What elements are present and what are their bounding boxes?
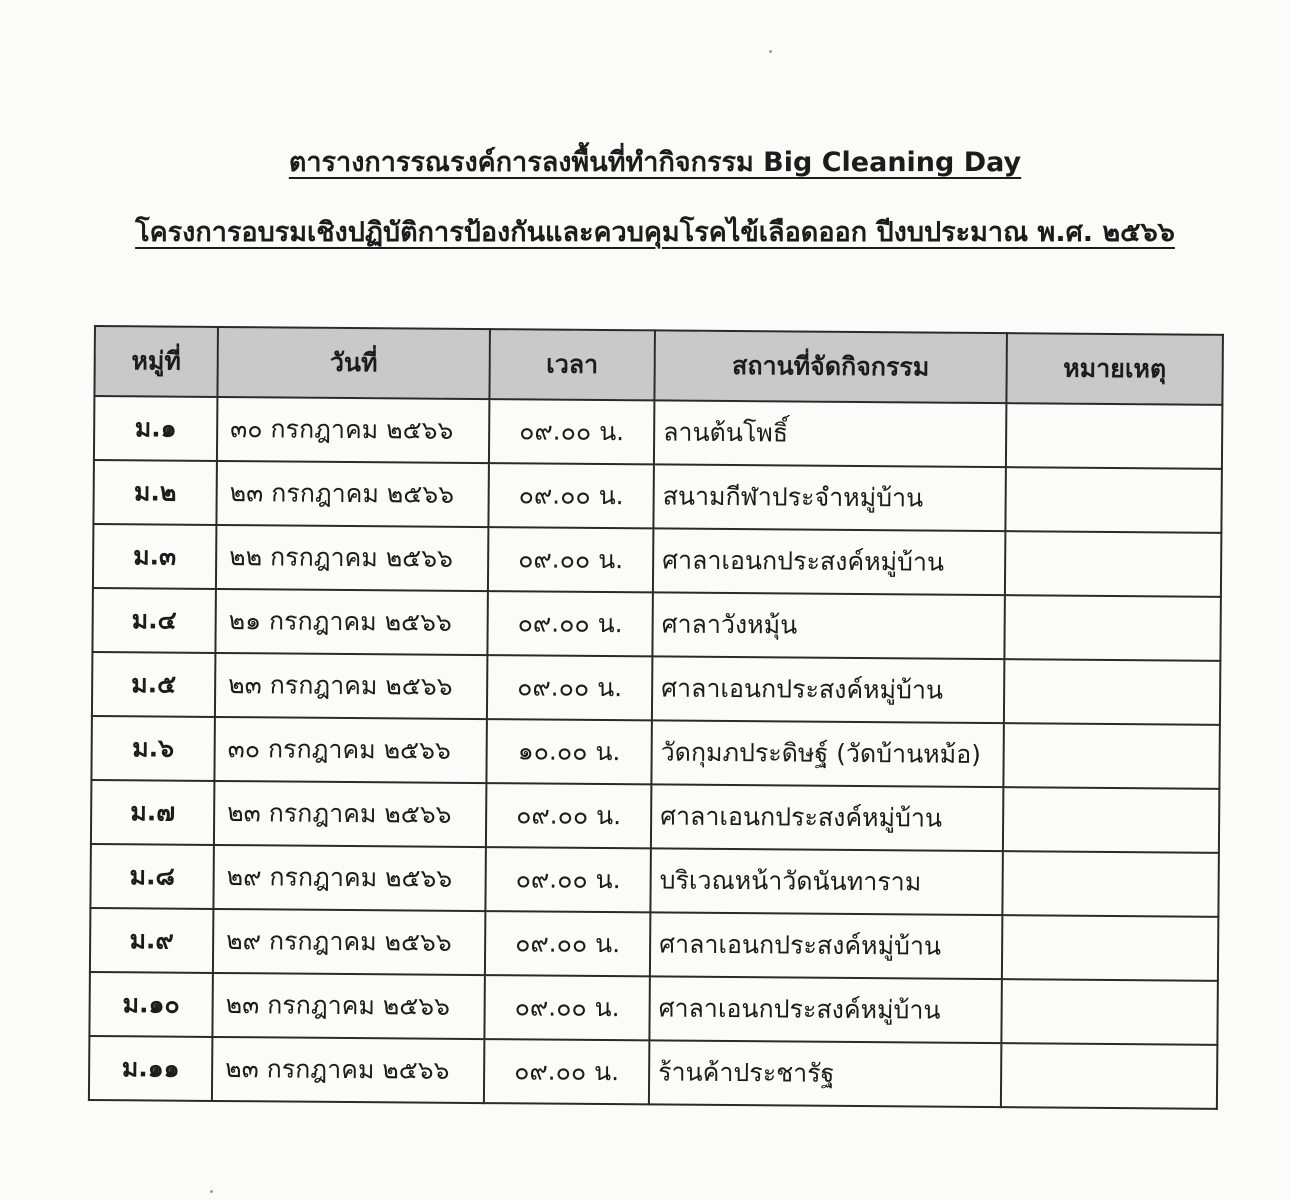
table-row [92,588,1220,661]
cell-place: สนามกีฬาประจำหมู่บ้าน [653,464,1005,531]
cell-note [1002,851,1218,917]
cell-time: ๐๙.๐๐ น. [485,911,650,976]
cell-place: ศาลาเอนกประสงค์หมู่บ้าน [652,656,1004,723]
table-header-row [94,326,1223,405]
cell-village: ม.๕ [92,652,215,717]
table-row [94,396,1222,469]
scan-speck [210,1190,213,1193]
cell-time: ๑๐.๐๐ น. [486,719,651,784]
cell-date: ๒๓ กรกฎาคม ๒๕๖๖ [214,781,486,847]
cell-note [1004,659,1220,725]
page-subtitle: โครงการอบรมเชิงปฏิบัติการป้องกันและควบคุมโรคไข้เลือดออก ปีงบประมาณ พ.ศ. ๒๕๖๖ [135,217,1175,248]
cell-time: ๐๙.๐๐ น. [487,591,652,656]
cell-date: ๓๐ กรกฎาคม ๒๕๖๖ [214,717,486,783]
cell-note [1001,979,1217,1045]
cell-place: ศาลาเอนกประสงค์หมู่บ้าน [649,976,1001,1043]
cell-date: ๒๑ กรกฎาคม ๒๕๖๖ [215,589,487,655]
cell-note [1006,403,1222,469]
scan-speck [769,50,772,53]
cell-time: ๐๙.๐๐ น. [487,655,652,720]
cell-place: ศาลาเอนกประสงค์หมู่บ้าน [653,528,1005,595]
cell-date: ๒๙ กรกฎาคม ๒๕๖๖ [213,909,485,975]
cell-place: วัดกุมภประดิษฐ์ (วัดบ้านหม้อ) [651,720,1003,787]
cell-time: ๐๙.๐๐ น. [484,975,649,1040]
cell-place: ศาลาเอนกประสงค์หมู่บ้าน [650,912,1002,979]
cell-date: ๒๓ กรกฎาคม ๒๕๖๖ [215,653,487,719]
cell-time: ๐๙.๐๐ น. [486,783,651,848]
cell-date: ๒๓ กรกฎาคม ๒๕๖๖ [212,973,484,1039]
cell-date: ๒๓ กรกฎาคม ๒๕๖๖ [216,461,488,527]
cell-date: ๒๒ กรกฎาคม ๒๕๖๖ [216,525,488,591]
cell-date: ๒๙ กรกฎาคม ๒๕๖๖ [213,845,485,911]
cell-note [1004,595,1220,661]
cell-village: ม.๗ [91,780,214,845]
cell-time: ๐๙.๐๐ น. [488,527,653,592]
column-header-note: หมายเหตุ [1006,333,1223,405]
cell-note [1005,467,1221,533]
cell-village: ม.๑๐ [89,972,212,1037]
table-row [89,1036,1217,1109]
page-title: ตารางการรณรงค์การลงพื้นที่ทำกิจกรรม Big Cleaning Day [288,147,1022,178]
schedule-table [88,325,1224,1110]
cell-note [1002,915,1218,981]
cell-village: ม.๖ [91,716,214,781]
cell-place: ศาลาวังหมุ้น [652,592,1004,659]
cell-time: ๐๙.๐๐ น. [488,463,653,528]
cell-village: ม.๔ [92,588,215,653]
cell-place: ร้านค้าประชารัฐ [649,1040,1001,1107]
cell-time: ๐๙.๐๐ น. [484,1039,649,1104]
table-row [89,972,1217,1045]
table-row [91,780,1219,853]
column-header-date: วันที่ [217,327,490,399]
cell-place: ศาลาเอนกประสงค์หมู่บ้าน [651,784,1003,851]
column-header-time: เวลา [489,329,655,400]
cell-village: ม.๓ [93,524,216,589]
cell-date: ๒๓ กรกฎาคม ๒๕๖๖ [212,1037,484,1103]
table-row [91,716,1219,789]
cell-note [1003,723,1219,789]
cell-place: บริเวณหน้าวัดนันทาราม [650,848,1002,915]
cell-village: ม.๑ [94,396,217,461]
cell-date: ๓๐ กรกฎาคม ๒๕๖๖ [217,397,489,463]
cell-note [1005,531,1221,597]
cell-time: ๐๙.๐๐ น. [485,847,650,912]
cell-village: ม.๑๑ [89,1036,212,1101]
cell-village: ม.๙ [90,908,213,973]
table-row [90,844,1218,917]
cell-place: ลานต้นโพธิ์ [654,400,1006,467]
column-header-place: สถานที่จัดกิจกรรม [654,330,1007,403]
table-row [90,908,1218,981]
cell-time: ๐๙.๐๐ น. [489,399,654,464]
table-row [92,652,1220,725]
table-row [93,524,1221,597]
column-header-village: หมู่ที่ [94,326,218,397]
cell-note [1001,1043,1217,1109]
table-row [93,460,1221,533]
cell-village: ม.๘ [90,844,213,909]
cell-note [1003,787,1219,853]
cell-village: ม.๒ [93,460,216,525]
